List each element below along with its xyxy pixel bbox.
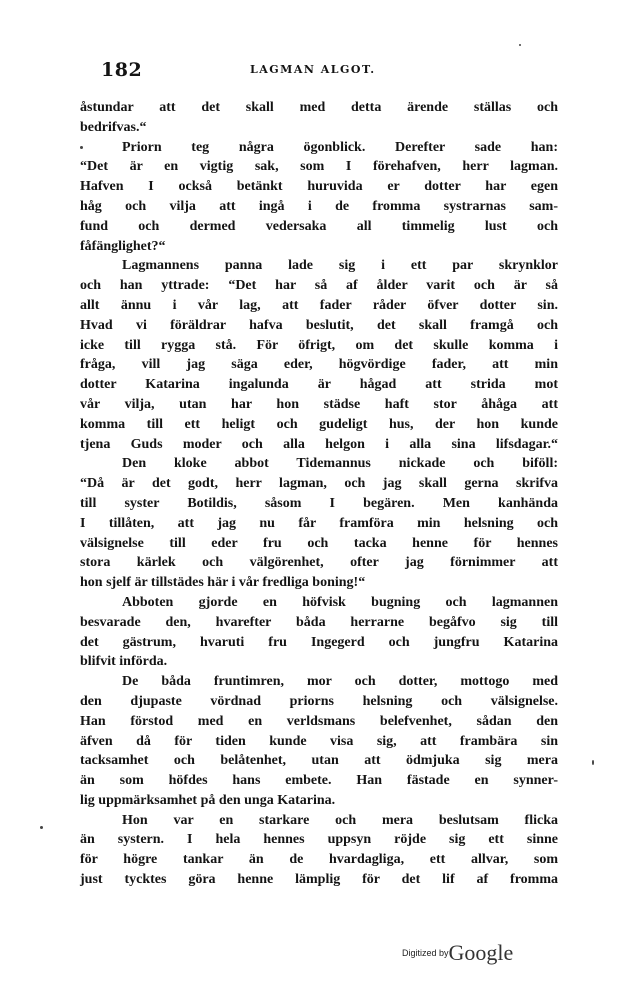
text-line: Hon var en starkare och mera beslutsam flicka bbox=[122, 812, 558, 828]
text-line: fåfänglighet?“ bbox=[80, 238, 166, 254]
text-line: Han förstod med en verldsmans belefvenhet, sådan den bbox=[80, 713, 558, 729]
text-line: för högre tankar än de hvardagliga, ett allvar, som bbox=[80, 852, 558, 868]
text-line: och han yttrade: “Det har så af ålder varit och är så bbox=[80, 278, 558, 294]
text-line: tjena Guds moder och alla helgon i alla sina lifsdagar.“ bbox=[80, 436, 558, 452]
scan-speck bbox=[40, 826, 43, 829]
text-line: Abboten gjorde en höfvisk bugning och lagmannen bbox=[122, 594, 558, 610]
text-line: “Då är det godt, herr lagman, och jag skall gerna skrifva bbox=[80, 476, 558, 492]
text-line: Lagmannens panna lade sig i ett par skrynklor bbox=[122, 258, 558, 274]
text-line: besvarade den, hvarefter båda herrarne begåfvo sig till bbox=[80, 614, 558, 630]
text-line: I tillåten, att jag nu får framföra min helsning och bbox=[80, 515, 558, 531]
text-line: De båda fruntimren, mor och dotter, mottogo med bbox=[122, 674, 558, 690]
text-line: äfven då för tiden kunde visa sig, att frambära sin bbox=[80, 733, 558, 749]
text-line: tacksamhet och belåtenhet, utan att ödmjuka sig mera bbox=[80, 753, 558, 769]
text-line: komma till ett heligt och gudeligt hus, der hon kunde bbox=[80, 416, 558, 432]
text-line: håg och vilja att ingå i de fromma systrarnas sam- bbox=[80, 198, 558, 214]
text-line: den djupaste vördnad priorns helsning och välsignelse. bbox=[80, 693, 558, 709]
body-text bbox=[80, 98, 558, 890]
scan-speck bbox=[519, 44, 521, 46]
text-line: “Det är en vigtig sak, som I förehafven, herr lagman. bbox=[80, 159, 558, 175]
text-line: lig uppmärksamhet på den unga Katarina. bbox=[80, 792, 336, 808]
google-logo-text: Google bbox=[448, 940, 514, 965]
text-line: allt ännu i vår lag, att fader råder öfver dotter sin. bbox=[80, 297, 558, 313]
text-line: Hvad vi föräldrar hafva beslutit, det skall framgå och bbox=[80, 317, 558, 333]
page-number: 182 bbox=[101, 59, 143, 81]
text-line: dotter Katarina ingalunda är hågad att strida mot bbox=[80, 377, 558, 393]
text-line: fråga, vill jag säga eder, högvördige fader, att min bbox=[80, 357, 558, 373]
text-line: än som höfdes hans embete. Han fästade en synner- bbox=[80, 773, 558, 789]
text-line: just tycktes göra henne lämplig för det lif af fromma bbox=[80, 872, 558, 888]
text-line: stora kärlek och välgörenhet, ofter jag förnimmer att bbox=[80, 555, 558, 571]
text-line: Priorn teg några ögonblick. Derefter sade han: bbox=[122, 139, 558, 155]
text-line: bedrifvas.“ bbox=[80, 119, 147, 135]
text-line: fund och dermed vedersaka all timmelig lust och bbox=[80, 218, 558, 234]
text-line: det gästrum, hvaruti fru Ingegerd och jungfru Katarina bbox=[80, 634, 558, 650]
text-line: blifvit införda. bbox=[80, 654, 168, 670]
text-line: vår vilja, utan har hon städse haft stor åhåga att bbox=[80, 396, 558, 412]
scan-speck bbox=[592, 760, 594, 765]
scan-speck bbox=[80, 146, 83, 149]
text-line: välsignelse till eder fru och tacka henne för hennes bbox=[80, 535, 558, 551]
digitized-by-label: Digitized by bbox=[402, 948, 449, 958]
digitized-by-watermark bbox=[402, 940, 513, 966]
text-line: till syster Botildis, såsom I begären. Men kanhända bbox=[80, 495, 558, 511]
text-line: Den kloke abbot Tidemannus nickade och biföll: bbox=[122, 456, 558, 472]
text-line: än systern. I hela hennes uppsyn röjde sig ett sinne bbox=[80, 832, 558, 848]
text-line: åstundar att det skall med detta ärende ställas och bbox=[80, 100, 558, 115]
text-line: icke till rygga stå. För öfrigt, om det skulle komma i bbox=[80, 337, 558, 353]
text-line: hon sjelf är tillstädes här i vår fredliga boning!“ bbox=[80, 575, 366, 591]
text-line: Hafven I också betänkt huruvida er dotter har egen bbox=[80, 179, 558, 195]
running-head: LAGMAN ALGOT. bbox=[250, 63, 376, 76]
